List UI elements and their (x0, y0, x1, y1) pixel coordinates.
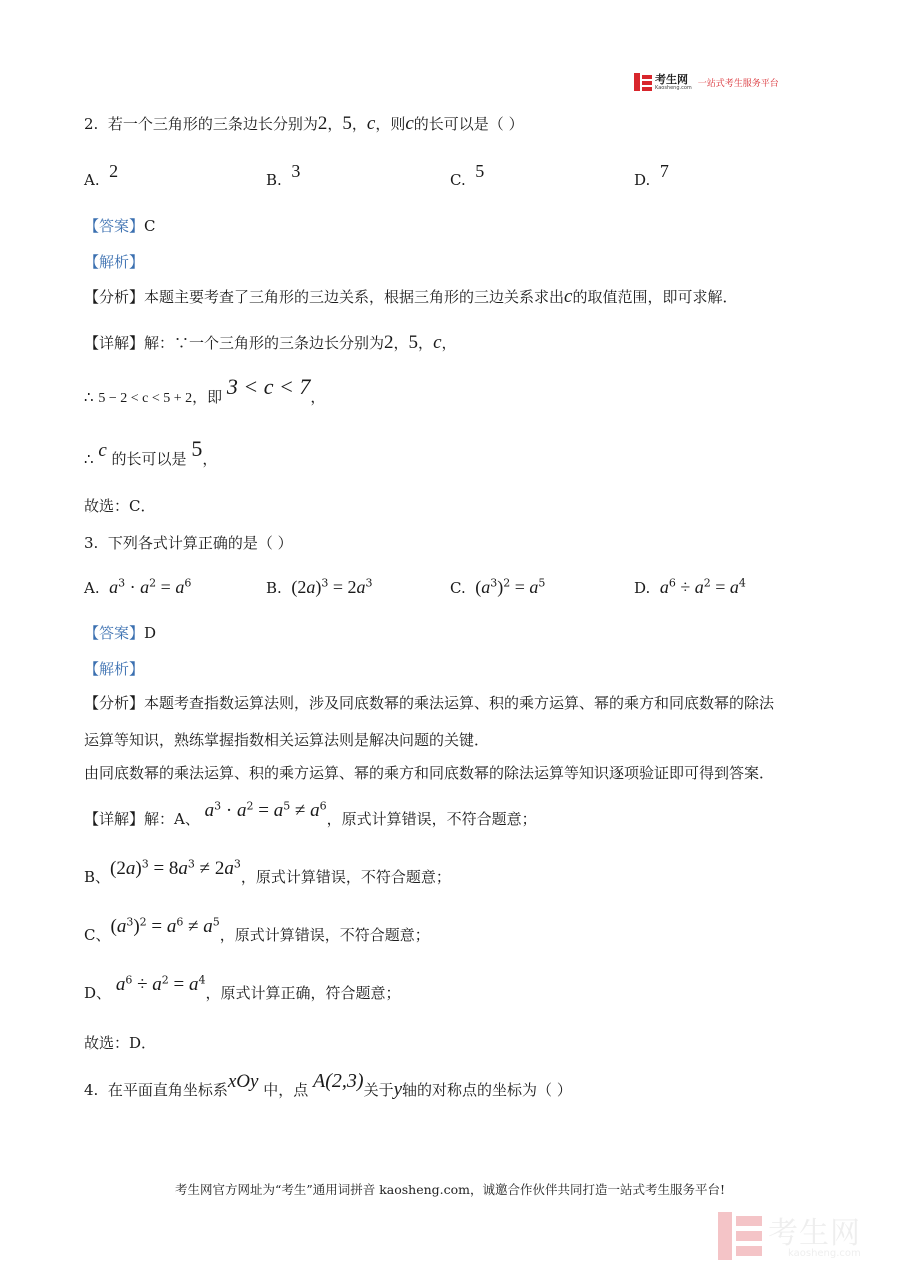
q2-step2-value: 5 (191, 436, 203, 461)
q2-step1 (84, 374, 326, 410)
q3-stem-text: 下列各式计算正确的是（ ） (107, 534, 293, 552)
q2-option-c[interactable] (450, 161, 485, 191)
q3-fenxi-line1 (84, 692, 774, 714)
q4-stem-text-d: 轴的对称点的坐标为（ ） (402, 1081, 572, 1099)
q2-stem-text-c: 的长可以是（ ） (413, 115, 524, 133)
q2-side-c: c (366, 113, 376, 134)
q2-detail-text: 解：∵一个三角形的三条边长分别为 (144, 334, 385, 352)
q4-stem-text-a: 在平面直角坐标系 (107, 1081, 228, 1099)
watermark-domain: kaosheng.com (788, 1248, 861, 1259)
q2-stem-text-a: 若一个三角形的三条边长分别为 (107, 115, 318, 133)
q2-analysis-tag: 【解析】 (84, 253, 145, 271)
q4-stem (84, 1070, 572, 1101)
q2-side-2: 2 (317, 113, 328, 134)
q2-step1-therefore: ∴ (84, 388, 94, 406)
q2-detail-2: 2 (384, 332, 394, 353)
q3-detail-a-label: 解：A、 (144, 810, 200, 828)
q3-answer-tag: 【答案】 (84, 624, 145, 642)
q2-option-d-value: 7 (659, 161, 669, 181)
q3-option-c-expr: $(a^3)^2 = a^5$ (475, 576, 546, 597)
q3-detail-d-expr: $a^6 \div a^2 = a^4$ (115, 973, 206, 995)
q2-fenxi-tag: 【分析】 (84, 288, 145, 306)
q2-conclusion: 故选：C． (84, 497, 156, 515)
q3-detail-b-expr: $(2a)^3 = 8a^3 \ne 2a^3$ (110, 857, 241, 879)
q3-option-a-expr: $a^3 \cdot a^2 = a^6$ (109, 576, 192, 597)
q2-option-c-label: C. (450, 171, 466, 189)
q3-answer (84, 622, 156, 644)
q2-number: 2. (84, 115, 99, 133)
q2-step1-inequality: 5 − 2 < c < 5 + 2 (98, 391, 193, 406)
q3-fenxi-line2: 运算等知识，熟练掌握指数相关运算法则是解决问题的关键． (84, 731, 490, 749)
q3-detail-c-expr: $(a^3)^2 = a^6 \ne a^5$ (110, 915, 220, 937)
q2-detail-tag: 【详解】 (84, 334, 145, 352)
q2-fenxi-text-a: 本题主要考查了三角形的三边关系，根据三角形的三边关系求出 (144, 288, 565, 306)
q2-step2-therefore: ∴ (84, 450, 94, 468)
q2-detail-end: ， (441, 334, 457, 352)
q2-step2-text: 的长可以是 (111, 450, 187, 468)
q3-detail-c-end: ，原式计算错误，不符合题意； (219, 926, 430, 944)
q3-detail-tag: 【详解】 (84, 810, 145, 828)
q2-step1-ji: ，即 (192, 388, 223, 406)
q2-option-a[interactable] (84, 161, 119, 191)
q2-step1-result: 3 < c < 7 (226, 374, 311, 399)
q2-analysis-heading (84, 251, 144, 273)
q4-point: A(2,3) (313, 1070, 364, 1092)
q3-answer-value: D (144, 624, 157, 642)
q2-side-5: 5 (342, 113, 352, 134)
q2-option-a-value: 2 (109, 161, 119, 181)
q3-conclusion: 故选：D． (84, 1034, 157, 1052)
q3-option-a[interactable] (84, 576, 191, 599)
q2-stem-text-b: ，则 (375, 115, 406, 133)
q4-stem-text-c: 关于 (363, 1081, 394, 1099)
q2-option-d[interactable] (634, 161, 669, 191)
q2-step1-end: ， (310, 388, 326, 406)
footer-text: 考生网官方网址为“考生”通用词拼音 kaosheng.com，诚邀合作伙伴共同打造一站式考生服务平台! (174, 1182, 726, 1197)
q3-option-b-expr: $(2a)^3 = 2a^3$ (291, 576, 373, 597)
q2-answer-tag: 【答案】 (84, 217, 145, 235)
watermark-name: 考生网 (768, 1216, 861, 1251)
q2-sep1: ， (327, 115, 343, 133)
logo-name: 考生网 (655, 72, 688, 86)
logo-slogan: 一站式考生服务平台 (697, 78, 779, 89)
q2-fenxi-text-b: 的取值范围，即可求解． (572, 288, 738, 306)
q3-fenxi-tag: 【分析】 (84, 694, 145, 712)
q3-detail-d (84, 973, 401, 1004)
q3-analysis-tag: 【解析】 (84, 660, 145, 678)
q3-number: 3. (84, 534, 99, 552)
q2-detail-5: 5 (408, 332, 419, 353)
q3-detail-b-end: ，原式计算错误，不符合题意； (240, 868, 451, 886)
q3-option-a-label: A. (84, 579, 100, 597)
q3-detail-a-expr: $a^3 \cdot a^2 = a^5 \ne a^6$ (204, 799, 327, 821)
q3-fenxi-line3: 由同底数幂的乘法运算、积的乘方运算、幂的乘方和同底数幂的除法运算等知识逐项验证即可得到答案． (84, 764, 775, 782)
q2-step2-c: c (98, 440, 107, 461)
watermark-icon (718, 1212, 762, 1260)
q2-option-a-label: A. (84, 171, 100, 189)
q4-coord-system: xOy (227, 1071, 259, 1092)
q2-answer-value: C (144, 217, 156, 235)
q3-detail-c-label: C、 (84, 926, 111, 944)
q3-detail-c (84, 915, 430, 946)
q3-option-d[interactable] (634, 576, 746, 599)
q2-option-d-label: D. (634, 171, 651, 189)
q2-fenxi (84, 286, 737, 308)
header-logo[interactable] (634, 71, 779, 93)
q3-option-d-label: D. (634, 579, 651, 597)
q2-var-c: c (405, 113, 414, 134)
q4-stem-text-b: 中，点 (263, 1081, 309, 1099)
q2-detail (84, 332, 457, 354)
q2-option-b[interactable] (266, 161, 301, 191)
q2-option-b-label: B. (266, 171, 282, 189)
q2-detail-sep2: ， (418, 334, 434, 352)
q2-option-c-value: 5 (475, 161, 485, 181)
q4-axis: y (393, 1079, 403, 1100)
q3-fenxi-text-1: 本题考查指数运算法则，涉及同底数幂的乘法运算、积的乘方运算、幂的乘方和同底数幂的除法 (144, 694, 775, 712)
q2-detail-c: c (433, 332, 442, 353)
q3-detail-d-label: D、 (84, 984, 112, 1002)
q3-detail-b (84, 857, 451, 888)
q3-detail-d-end: ，原式计算正确，符合题意； (205, 984, 401, 1002)
q3-option-b[interactable] (266, 576, 373, 599)
q2-step2 (84, 436, 218, 470)
q2-option-b-value: 3 (291, 161, 301, 181)
q3-option-d-expr: $a^6 \div a^2 = a^4$ (659, 576, 746, 597)
q2-stem (84, 113, 524, 135)
q4-number: 4. (84, 1081, 99, 1099)
q2-sep2: ， (351, 115, 367, 133)
q3-detail-a (84, 799, 537, 830)
q3-option-c[interactable] (450, 576, 545, 599)
logo-icon (634, 73, 652, 91)
q3-option-c-label: C. (450, 579, 466, 597)
q3-analysis-heading (84, 658, 144, 680)
q2-detail-sep1: ， (393, 334, 409, 352)
watermark-logo (718, 1208, 878, 1264)
q3-detail-b-label: B、 (84, 868, 111, 886)
q3-option-b-label: B. (266, 579, 282, 597)
q2-step2-end: ， (202, 450, 218, 468)
logo-domain: Kaosheng.com (655, 84, 692, 91)
q2-answer (84, 215, 156, 237)
q2-fenxi-var: c (564, 286, 573, 307)
q3-detail-a-end: ，原式计算错误，不符合题意； (326, 810, 537, 828)
q3-stem (84, 532, 293, 554)
